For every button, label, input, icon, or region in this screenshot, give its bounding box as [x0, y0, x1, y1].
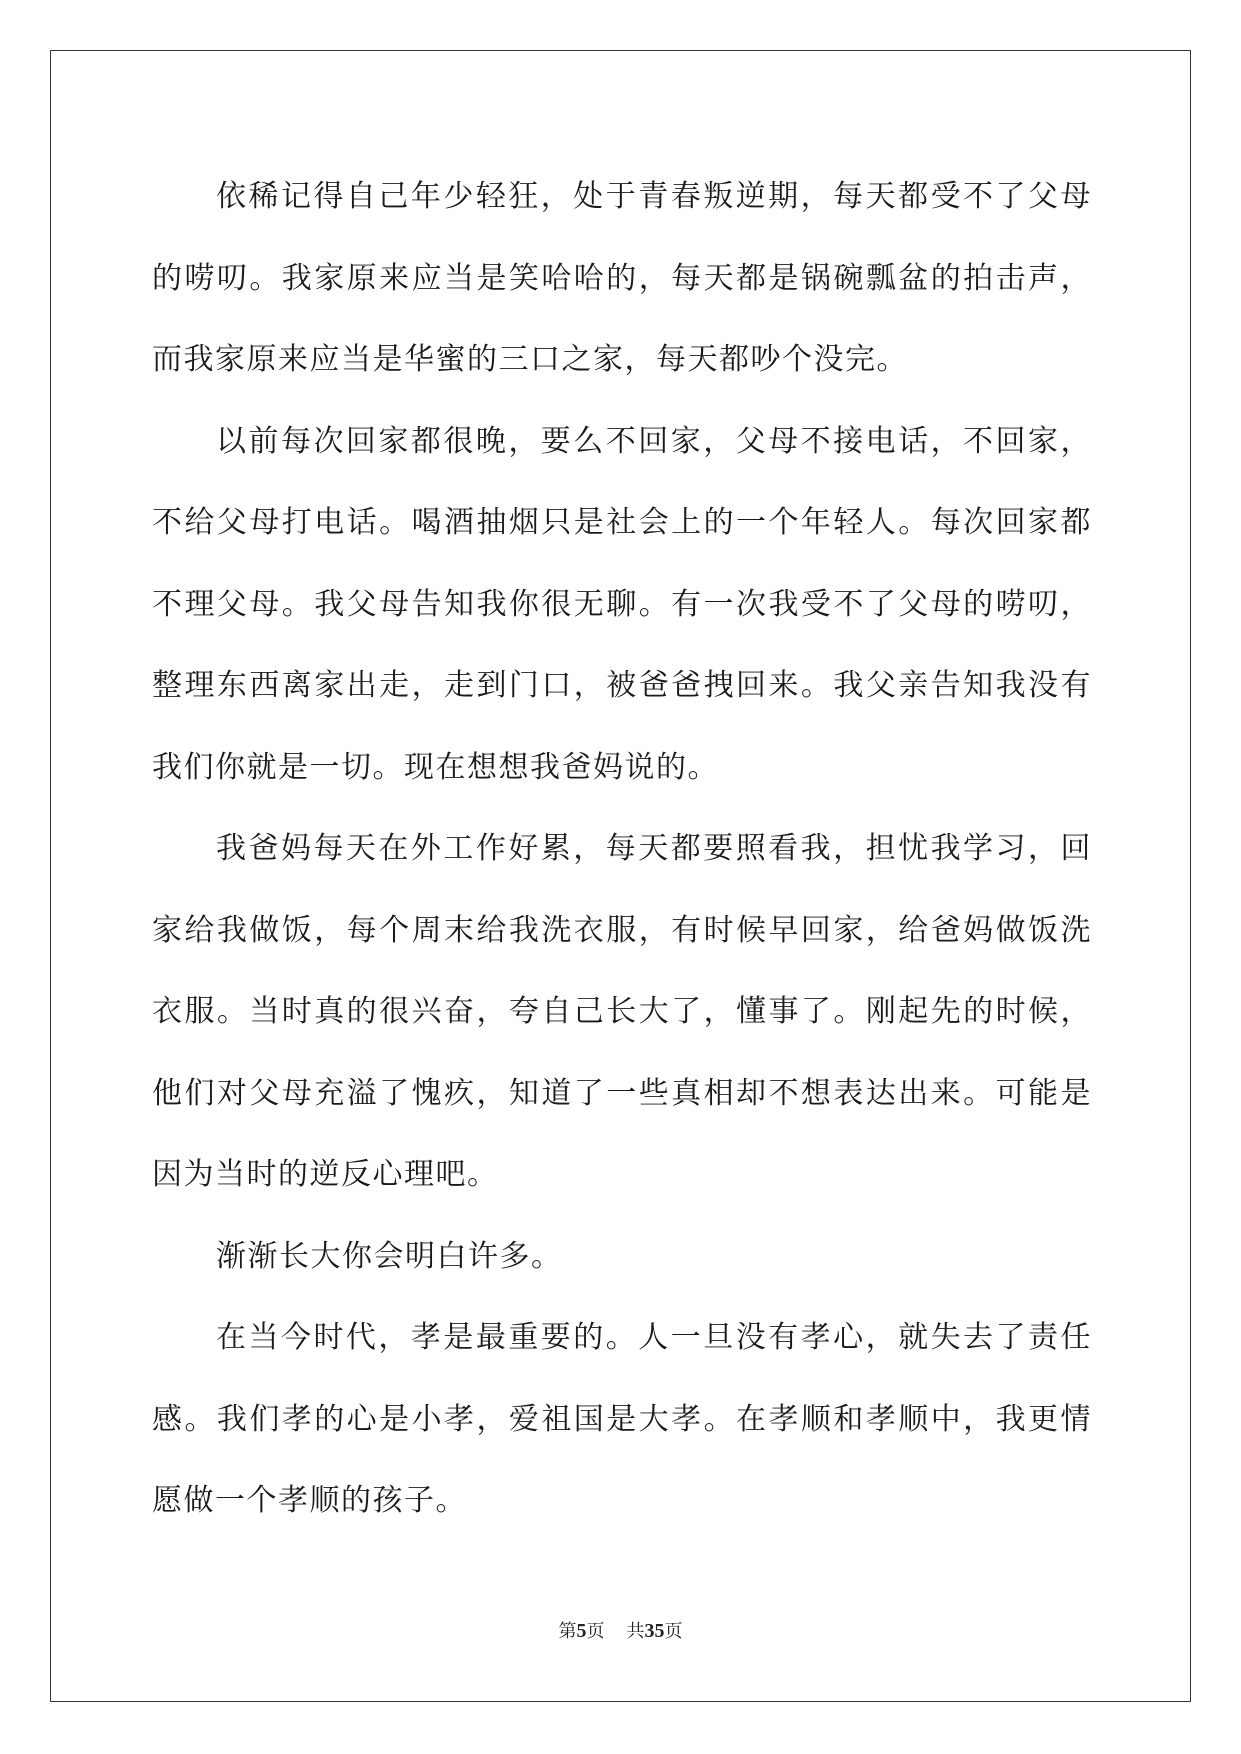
page-number: 5 — [576, 1620, 587, 1642]
paragraph: 依稀记得自己年少轻狂，处于青春叛逆期，每天都受不了父母的唠叨。我家原来应当是笑哈哈的，每天都是锅碗瓢盆的拍击声，而我家原来应当是华蜜的三口之家，每天都吵个没完。 — [152, 179, 1092, 377]
total-label-suffix: 页 — [664, 1621, 683, 1642]
paragraph: 渐渐长大你会明白许多。 — [216, 1238, 563, 1274]
page-label-prefix: 第 — [558, 1621, 577, 1642]
paragraph: 在当今时代，孝是最重要的。人一旦没有孝心，就失去了责任感。我们孝的心是小孝，爱祖国是大孝。在孝顺和孝顺中，我更情愿做一个孝顺的孩子。 — [152, 1320, 1092, 1518]
total-pages: 35 — [644, 1620, 665, 1642]
page-footer — [0, 1617, 1241, 1643]
page-label-suffix: 页 — [586, 1621, 605, 1642]
paragraph: 以前每次回家都很晚，要么不回家，父母不接电话，不回家，不给父母打电话。喝酒抽烟只是社会上的一个年轻人。每次回家都不理父母。我父母告知我你很无聊。有一次我受不了父母的唠叨，整理东西离家出走，走到门口，被爸爸拽回来。我父亲告知我没有我们你就是一切。现在想想我爸妈说的。 — [152, 423, 1092, 785]
total-label-prefix: 共 — [626, 1621, 645, 1642]
paragraph: 我爸妈每天在外工作好累，每天都要照看我，担忧我学习，回家给我做饭，每个周末给我洗衣服，有时候早回家，给爸妈做饭洗衣服。当时真的很兴奋，夸自己长大了，懂事了。刚起先的时候，他们对父母充溢了愧疚，知道了一些真相却不想表达出来。可能是因为当时的逆反心理吧。 — [152, 831, 1092, 1192]
document-body — [152, 156, 1092, 1542]
